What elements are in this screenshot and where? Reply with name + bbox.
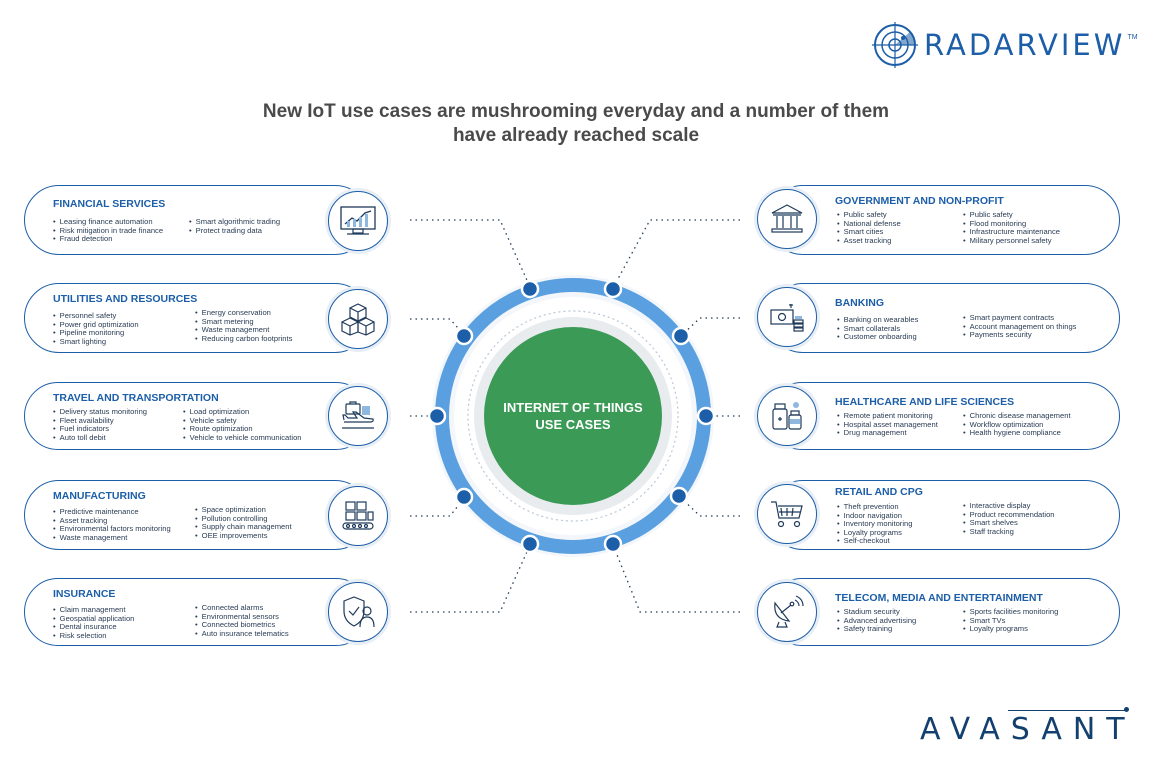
airplane-luggage-icon	[328, 386, 388, 446]
card-list-col2	[963, 502, 1055, 536]
list-item: • Smart lighting	[53, 338, 139, 347]
cubes-icon	[328, 289, 388, 349]
list-item: • Sports facilities monitoring	[963, 608, 1058, 617]
card-list-col1	[837, 316, 918, 342]
avasant-wordmark: AVASANT	[920, 712, 1136, 747]
list-item: • Banking on wearables	[837, 316, 918, 325]
money-coins-icon	[757, 287, 817, 347]
ring-node	[456, 328, 472, 344]
list-item: • Personnel safety	[53, 312, 139, 321]
card-title: RETAIL AND CPG	[835, 486, 923, 498]
list-item: • Smart cities	[837, 228, 901, 237]
list-item: • Indoor navigation	[837, 512, 912, 521]
center-label-line-1: INTERNET OF THINGS	[503, 400, 643, 415]
card-list-col1	[53, 218, 163, 244]
ring-node	[671, 488, 687, 504]
card-utilities-resources	[24, 283, 370, 353]
chart-monitor-icon	[328, 191, 388, 251]
list-item: • Workflow optimization	[963, 421, 1071, 430]
list-item: • Connected biometrics	[195, 621, 289, 630]
connector-retail	[679, 496, 740, 516]
list-item: • Load optimization	[183, 408, 302, 417]
center-label	[484, 327, 662, 505]
list-item: • Leasing finance automation	[53, 218, 163, 227]
list-item: • Smart shelves	[963, 519, 1055, 528]
card-title: HEALTHCARE AND LIFE SCIENCES	[835, 396, 1015, 408]
list-item: • Smart algorithmic trading	[189, 218, 280, 227]
card-government-nonprofit	[768, 185, 1120, 255]
card-list-col2	[963, 314, 1076, 340]
list-item: • Risk mitigation in trade finance	[53, 227, 163, 236]
shield-person-icon	[328, 582, 388, 642]
list-item: • Safety training	[837, 625, 916, 634]
list-item: • National defense	[837, 220, 901, 229]
card-title: BANKING	[835, 297, 884, 309]
radarview-wordmark: RADARVIEW	[924, 28, 1126, 62]
card-title: TRAVEL AND TRANSPORTATION	[53, 392, 219, 404]
medicine-bottles-icon	[757, 386, 817, 446]
trademark-mark: TM	[1127, 33, 1138, 41]
list-item: • Space optimization	[195, 506, 292, 515]
card-list-col1	[837, 211, 901, 245]
list-item: • Risk selection	[53, 632, 134, 641]
list-item: • Asset tracking	[53, 517, 171, 526]
list-item: • Inventory monitoring	[837, 520, 912, 529]
card-list-col2	[963, 211, 1060, 245]
ring-node	[522, 536, 538, 552]
list-item: • Self-checkout	[837, 537, 912, 546]
card-list-col1	[837, 503, 912, 546]
list-item: • Geospatial application	[53, 615, 134, 624]
list-item: • Dental insurance	[53, 623, 134, 632]
ring-node	[522, 281, 538, 297]
list-item: • Route optimization	[183, 425, 302, 434]
list-item: • Remote patient monitoring	[837, 412, 938, 421]
list-item: • Staff tracking	[963, 528, 1055, 537]
list-item: • Protect trading data	[189, 227, 280, 236]
card-banking	[768, 283, 1120, 353]
list-item: • Military personnel safety	[963, 237, 1060, 246]
list-item: • Claim management	[53, 606, 134, 615]
card-list-col1	[837, 608, 916, 634]
list-item: • Waste management	[53, 534, 171, 543]
card-list-col1	[837, 412, 938, 438]
list-item: • Power grid optimization	[53, 321, 139, 330]
list-item: • Infrastructure maintenance	[963, 228, 1060, 237]
list-item: • Vehicle safety	[183, 417, 302, 426]
connector-insurance	[410, 545, 530, 612]
card-list-col1	[53, 312, 139, 346]
card-manufacturing	[24, 480, 370, 550]
list-item: • Auto toll debit	[53, 434, 147, 443]
card-title: TELECOM, MEDIA AND ENTERTAINMENT	[835, 592, 1043, 604]
ring-node	[429, 408, 445, 424]
list-item: • Delivery status monitoring	[53, 408, 147, 417]
ring-node	[605, 536, 621, 552]
card-list-col2	[195, 309, 292, 343]
list-item: • Smart metering	[195, 318, 292, 327]
ring-node	[698, 408, 714, 424]
list-item: • Waste management	[195, 326, 292, 335]
list-item: • Vehicle to vehicle communication	[183, 434, 302, 443]
card-insurance	[24, 578, 370, 646]
ring-node	[605, 281, 621, 297]
list-item: • Environmental sensors	[195, 613, 289, 622]
list-item: • Pollution controlling	[195, 515, 292, 524]
satellite-dish-icon	[757, 582, 817, 642]
connector-banking	[681, 318, 740, 336]
conveyor-boxes-icon	[328, 486, 388, 546]
card-financial-services	[24, 185, 370, 255]
list-item: • Chronic disease management	[963, 412, 1071, 421]
card-title: FINANCIAL SERVICES	[53, 198, 166, 210]
card-travel-transportation	[24, 382, 370, 450]
list-item: • Hospital asset management	[837, 421, 938, 430]
ring-node	[673, 328, 689, 344]
list-item: • Pipeline monitoring	[53, 329, 139, 338]
card-list-col2	[195, 506, 292, 540]
title-line-1: New IoT use cases are mushrooming everyday and a number of them	[262, 101, 890, 122]
ring-node	[456, 489, 472, 505]
card-title: MANUFACTURING	[53, 490, 146, 502]
list-item: • Connected alarms	[195, 604, 289, 613]
list-item: • Smart payment contracts	[963, 314, 1076, 323]
card-list-col1	[53, 508, 171, 542]
avasant-accent-line	[1008, 710, 1126, 711]
list-item: • Fuel indicators	[53, 425, 147, 434]
connector-financial	[410, 220, 530, 287]
list-item: • Drug management	[837, 429, 938, 438]
card-retail-cpg	[768, 480, 1120, 550]
avasant-logo	[920, 712, 1136, 747]
shopping-cart-icon	[757, 484, 817, 544]
list-item: • Supply chain management	[195, 523, 292, 532]
list-item: • Smart TVs	[963, 617, 1058, 626]
list-item: • Public safety	[963, 211, 1060, 220]
list-item: • Flood monitoring	[963, 220, 1060, 229]
center-label-line-2: USE CASES	[535, 417, 611, 432]
list-item: • Customer onboarding	[837, 333, 918, 342]
list-item: • Predictive maintenance	[53, 508, 171, 517]
card-telecom-media-entertainment	[768, 578, 1120, 646]
card-list-col2	[963, 608, 1058, 634]
list-item: • Advanced advertising	[837, 617, 916, 626]
list-item: • Smart collaterals	[837, 325, 918, 334]
connector-government	[613, 220, 740, 288]
list-item: • Health hygiene compliance	[963, 429, 1071, 438]
list-item: • Reducing carbon footprints	[195, 335, 292, 344]
list-item: • Theft prevention	[837, 503, 912, 512]
card-list-col1	[53, 606, 134, 640]
list-item: • Asset tracking	[837, 237, 901, 246]
connector-telecom	[613, 545, 740, 612]
list-item: • Loyalty programs	[963, 625, 1058, 634]
card-list-col2	[963, 412, 1071, 438]
list-item: • Payments security	[963, 331, 1076, 340]
card-title: INSURANCE	[53, 588, 116, 600]
list-item: • Loyalty programs	[837, 529, 912, 538]
list-item: • Account management on things	[963, 323, 1076, 332]
government-building-icon	[757, 189, 817, 249]
list-item: • Energy conservation	[195, 309, 292, 318]
card-healthcare-life-sciences	[768, 382, 1120, 450]
title-line-2: have already reached scale	[452, 125, 700, 146]
list-item: • Product recommendation	[963, 511, 1055, 520]
list-item: • Fleet availability	[53, 417, 147, 426]
list-item: • Environmental factors monitoring	[53, 525, 171, 534]
card-list-col2	[195, 604, 289, 638]
list-item: • Interactive display	[963, 502, 1055, 511]
card-list-col1	[53, 408, 147, 442]
list-item: • Auto insurance telematics	[195, 630, 289, 639]
list-item: • Fraud detection	[53, 235, 163, 244]
list-item: • OEE improvements	[195, 532, 292, 541]
list-item: • Stadium security	[837, 608, 916, 617]
card-title: UTILITIES AND RESOURCES	[53, 293, 198, 305]
card-title: GOVERNMENT AND NON-PROFIT	[835, 195, 1004, 207]
card-list-col2	[183, 408, 302, 442]
card-list-col2	[189, 218, 280, 235]
list-item: • Public safety	[837, 211, 901, 220]
